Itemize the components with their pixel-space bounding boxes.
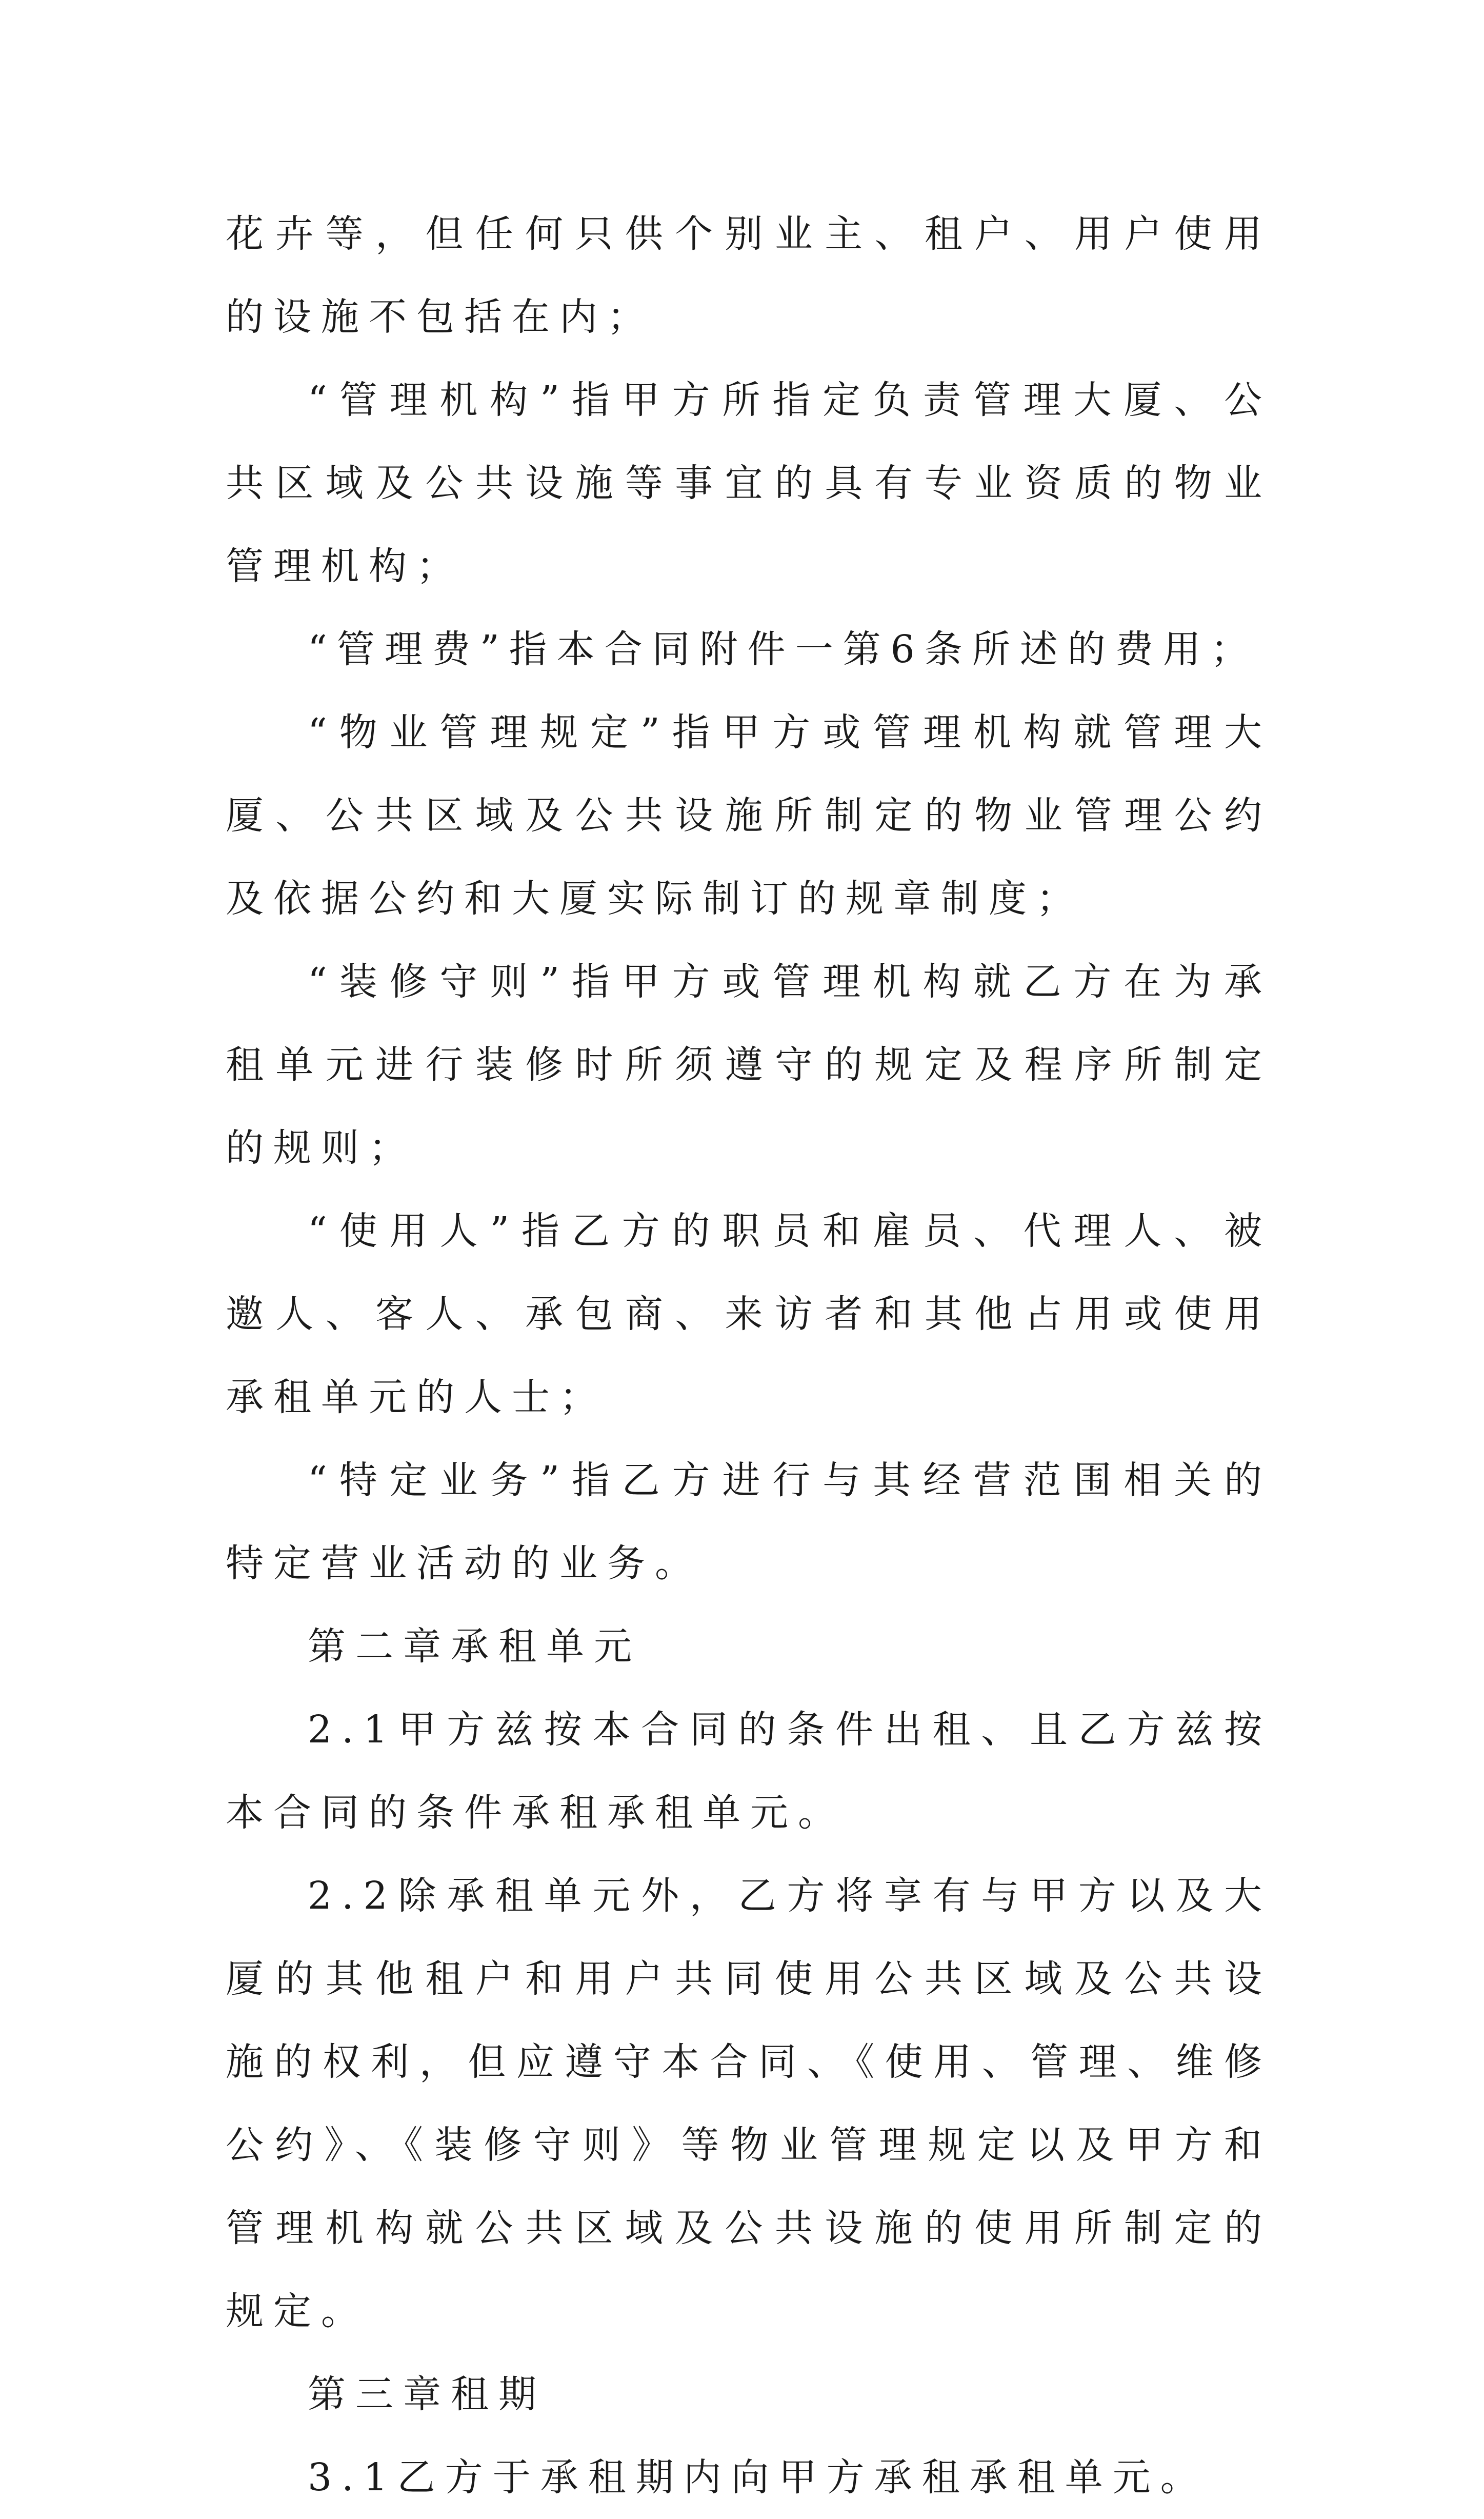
- paragraph-property-rules: “物业管理规定”指甲方或管理机构就管理大厦、公共区域及公共设施所制定的物业管理公约及依据公约和大厦实际制订的规章制度；: [226, 710, 1272, 921]
- paragraph-specific-business: “特定业务”指乙方进行与其经营范围相关的特定营业活动的业务。: [226, 1458, 1272, 1585]
- paragraph-user-definition: “使用人”指乙方的职员和雇员、代理人、被邀人、客人、承包商、来访者和其他占用或使用承租单元的人士；: [226, 1209, 1272, 1419]
- chapter-3-heading: 第三章租期: [308, 2372, 546, 2416]
- contract-body: [226, 192, 1272, 2519]
- clause-2-2: 2.2除承租单元外，乙方将享有与甲方以及大厦的其他租户和用户共同使用公共区域及公共设施的权利，但应遵守本合同、《使用、管理、维修公约》、《装修守则》等物业管理规定以及甲方和管理机构就公共区域及公共设施的使用所制定的规定。: [226, 1874, 1272, 2333]
- chapter-2-heading: 第二章承租单元: [308, 1624, 641, 1669]
- paragraph-management-fee: “管理费”指本合同附件一第6条所述的费用；: [308, 627, 1258, 671]
- paragraph-renovation-rules: “装修守则”指甲方或管理机构就乙方在为承租单元进行装修时所须遵守的规定及程序所制定的规则；: [226, 960, 1272, 1170]
- clause-3-1: 3.1乙方于承租期内向甲方承租承租单元。: [308, 2455, 1208, 2500]
- clause-2-1: 2.1甲方兹按本合同的条件出租、且乙方兹按本合同的条件承租承租单元。: [226, 1708, 1272, 1835]
- paragraph-facilities-cont: 花卉等，但任何只供个别业主、租户、用户使用的设施不包括在内；: [226, 212, 1272, 339]
- paragraph-management-agency: “管理机构”指甲方所指定负责管理大厦、公共区域及公共设施等事宜的具有专业资质的物业管理机构；: [226, 378, 1272, 588]
